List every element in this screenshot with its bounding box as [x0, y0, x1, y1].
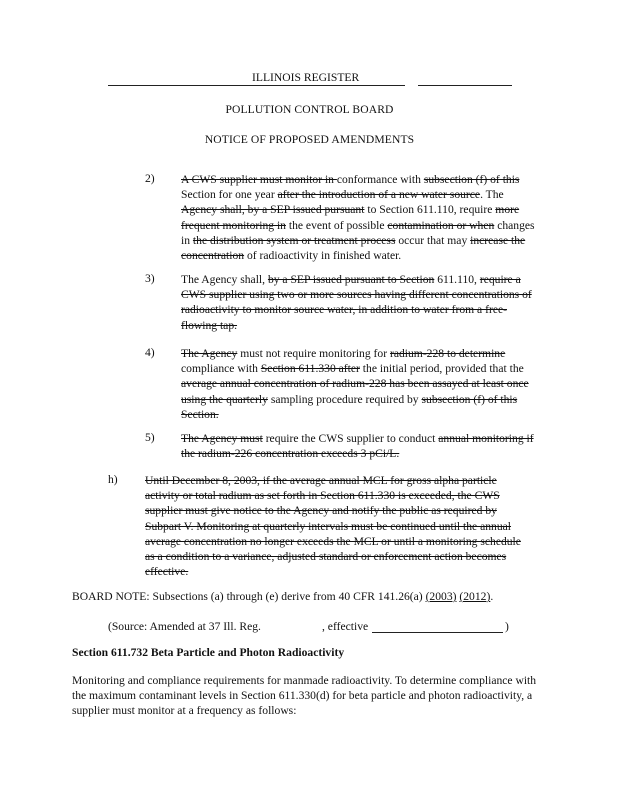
struck-text-run: contamination or when — [387, 218, 495, 232]
struck-text-run: annual monitoring if the radium-226 concentration exceeds 3 pCi/L. — [181, 432, 534, 461]
item-h-text — [145, 473, 525, 579]
text-run: conformance with — [336, 173, 424, 186]
struck-text-run: Until December 8, 2003, if the average annual MCL for gross alpha particle activity or total radium as set forth in Section 611.330 is exceeded, the CWS supplier must give notice to the Agency and notify the public as required by Subpart V. Monitoring at quarterly intervals must be continued until the annual average concentration no longer exceeds the MCL or until a monitoring schedule as a condition to a variance, adjusted standard or enforcement action becomes effective. — [145, 474, 521, 579]
struck-text-run: A CWS supplier must monitor in — [181, 173, 337, 186]
source-close: ) — [505, 620, 509, 633]
header-rule-right — [418, 85, 512, 86]
text-run: the initial period, provided that the — [359, 362, 524, 376]
item-5-text — [181, 431, 541, 461]
section-body: Monitoring and compliance requirements for manmade radioactivity. To determine compliance with the maximum contaminant levels in Section 611.330(d) for beta particle and photon radioactivity, a supplier must monitor at a frequency as follows: — [72, 674, 537, 718]
struck-text-run: subsection (f) of this Section. — [181, 392, 518, 421]
struck-text-run: subsection (f) of this — [423, 173, 520, 186]
text-run: 611.110, — [434, 273, 480, 286]
struck-text-run: after the introduction of a new water source — [277, 188, 481, 202]
board-title: POLLUTION CONTROL BOARD — [225, 103, 394, 116]
item-2-text — [181, 172, 541, 263]
struck-text-run: Agency shall, by a SEP issued pursuant — [181, 203, 365, 217]
item-5-number: 5) — [145, 431, 155, 444]
board-note-suffix: . — [490, 590, 494, 603]
text-run: compliance with — [181, 362, 261, 376]
struck-text-run: The Agency must — [181, 432, 263, 445]
board-note-prefix: BOARD NOTE: Subsections (a) through (e) derive from 40 CFR 141.26(a) — [72, 590, 426, 603]
struck-text-run: average annual concentration of radium-228 has been assayed at least once using the quarterly — [181, 377, 529, 406]
struck-text-run: Section 611.330 after — [260, 362, 360, 376]
text-run: Section for one year — [181, 188, 278, 202]
text-run: . The — [480, 188, 504, 202]
struck-text-run: by a SEP issued pursuant to Section — [267, 273, 435, 286]
text-run: to Section 611.110, require — [364, 203, 496, 217]
text-run: occur that may — [395, 233, 471, 247]
text-run: the event of possible — [285, 218, 388, 232]
item-2-number: 2) — [145, 172, 155, 185]
text-run: of radioactivity in finished water. — [244, 249, 402, 263]
effective-date-blank — [372, 632, 503, 633]
notice-title: NOTICE OF PROPOSED AMENDMENTS — [204, 133, 415, 146]
item-4-text — [181, 346, 543, 422]
register-title: ILLINOIS REGISTER — [252, 71, 360, 84]
board-note-struck-year: (2003) — [425, 590, 457, 603]
text-run: sampling procedure required by — [267, 392, 422, 406]
text-run: The Agency shall, — [181, 273, 268, 286]
struck-text-run: require a CWS supplier using two or more sources having different concentrations of radioactivity to monitor source water, in addition to water from a free-flowing tap. — [181, 273, 532, 332]
header-rule-left — [108, 85, 405, 86]
board-note — [72, 589, 552, 604]
board-note-added-year: (2012) — [459, 590, 491, 603]
source-effective: , effective — [322, 620, 369, 633]
text-run: must not require monitoring for — [237, 347, 390, 360]
struck-text-run: radium-228 to determine — [389, 347, 506, 360]
struck-text-run: more frequent monitoring in — [181, 203, 520, 232]
item-3-number: 3) — [145, 272, 155, 285]
text-run: changes in — [181, 218, 535, 247]
struck-text-run: the distribution system or treatment process — [192, 233, 396, 247]
item-3-text — [181, 272, 541, 333]
item-4-number: 4) — [145, 346, 155, 359]
section-heading: Section 611.732 Beta Particle and Photon Radioactivity — [72, 646, 345, 659]
text-run: require the CWS supplier to conduct — [262, 432, 439, 445]
struck-text-run: increase the concentration — [181, 233, 526, 263]
source-text: (Source: Amended at 37 Ill. Reg. — [108, 620, 261, 633]
item-h-number: h) — [108, 473, 118, 486]
struck-text-run: The Agency — [181, 347, 238, 360]
